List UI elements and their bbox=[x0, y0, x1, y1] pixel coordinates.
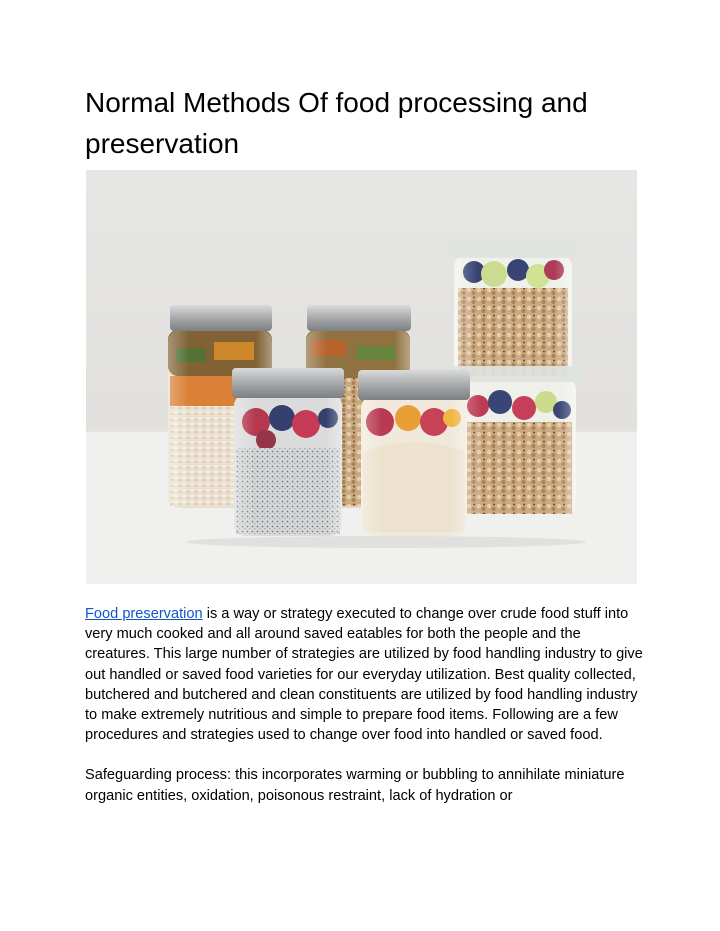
food-jars-photo bbox=[86, 170, 637, 584]
food-preservation-link[interactable]: Food preservation bbox=[85, 606, 203, 622]
paragraph-safeguarding: Safeguarding process: this incorporates warming or bubbling to annihilate miniature organic entities, oxidation, poisonous restraint, lack of hydration or bbox=[85, 767, 625, 804]
page-title: Normal Methods Of food processing and preservation bbox=[85, 87, 588, 159]
article-body bbox=[85, 604, 645, 806]
paragraph-intro bbox=[85, 604, 645, 745]
paragraph-intro-text: is a way or strategy executed to change over crude food stuff into very much cooked and all around saved eatables for both the people and the creatures. This large number of strategies are utilized by food handling industry to give out handled or saved food varieties for our everyday utilization. Best quality collected, butchered and butchered and clean constituents are utilized by food handling industry to make extremely nutritious and simple to prepare food items. Following are a few procedures and strategies used to change over food into handled or saved food. bbox=[85, 606, 643, 744]
